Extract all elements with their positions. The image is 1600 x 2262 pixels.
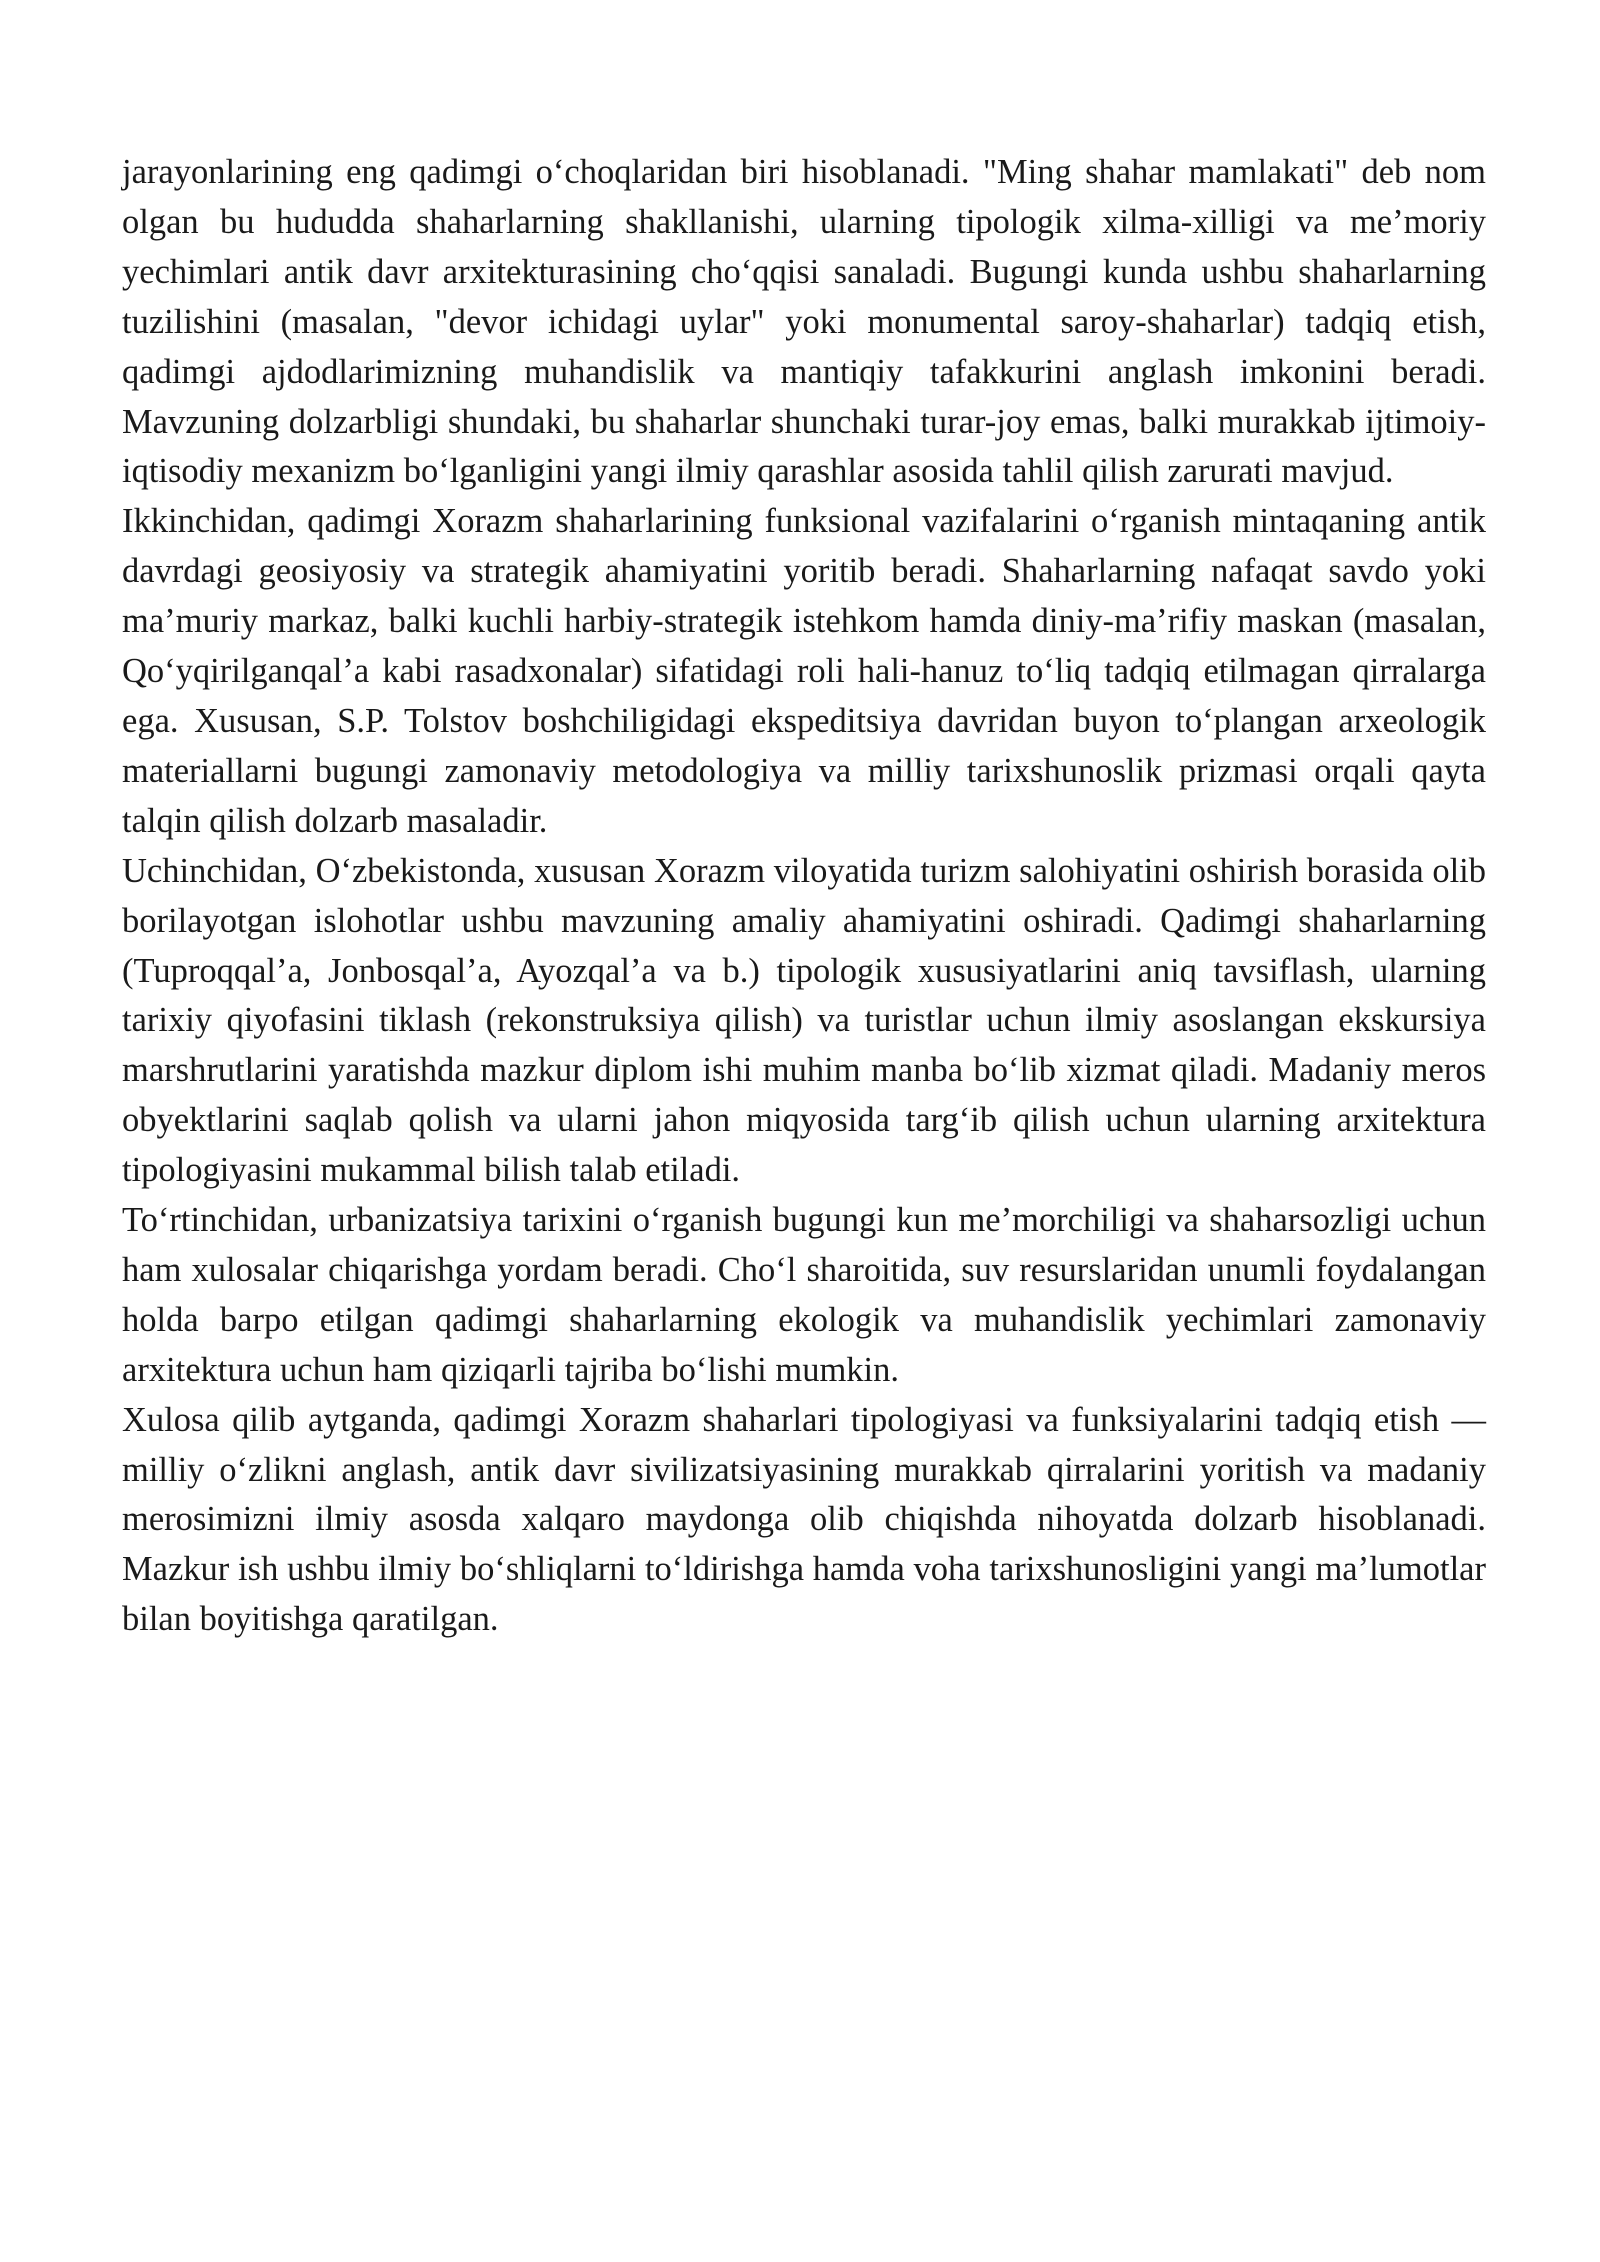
paragraph-third-point: Uchinchidan, O‘zbekistonda, xususan Xorazm viloyatida turizm salohiyatini oshirish borasida olib borilayotgan islohotlar ushbu mavzuning amaliy ahamiyatini oshiradi. Qadimgi shaharlarning (Tuproqqal’a, Jonbosqal’a, Ayozqal’a va b.) tipologik xususiyatlarini aniq tavsiflash, ularning tarixiy qiyofasini tiklash (rekonstruksiya qilish) va turistlar uchun ilmiy asoslangan ekskursiya marshrutlarini yaratishda mazkur diplom ishi muhim manba bo‘lib xizmat qiladi. Madaniy meros obyektlarini saqlab qolish va ularni jahon miqyosida targ‘ib qilish uchun ularning arxitektura tipologiyasini mukammal bilish talab etiladi. <box>122 851 1486 1190</box>
paragraph-second-point: Ikkinchidan, qadimgi Xorazm shaharlarining funksional vazifalarini o‘rganish mintaqaning antik davrdagi geosiyosiy va strategik ahamiyatini yoritib beradi. Shaharlarning nafaqat savdo yoki ma’muriy markaz, balki kuchli harbiy-strategik istehkom hamda diniy-ma’rifiy maskan (masalan, Qo‘yqirilganqal’a kabi rasadxonalar) sifatidagi roli hali-hanuz to‘liq tadqiq etilmagan qirralarga ega. Xususan, S.P. Tolstov boshchiligidagi ekspeditsiya davridan buyon to‘plangan arxeologik materiallarni bugungi zamonaviy metodologiya va milliy tarixshunoslik prizmasi orqali qayta talqin qilish dolzarb masaladir. <box>122 502 1486 840</box>
paragraph-conclusion: Xulosa qilib aytganda, qadimgi Xorazm shaharlari tipologiyasi va funksiyalarini tadqiq etish — milliy o‘zlikni anglash, antik davr sivilizatsiyasining murakkab qirralarini yoritish va madaniy merosimizni ilmiy asosda xalqaro maydonga olib chiqishda nihoyatda dolzarb hisoblanadi. Mazkur ish ushbu ilmiy bo‘shliqlarni to‘ldirishga hamda voha tarixshunosligini yangi ma’lumotlar bilan boyitishga qaratilgan. <box>122 1400 1486 1639</box>
paragraph-fourth-point: To‘rtinchidan, urbanizatsiya tarixini o‘rganish bugungi kun me’morchiligi va shaharsozligi uchun ham xulosalar chiqarishga yordam beradi. Cho‘l sharoitida, suv resurslaridan unumli foydalangan holda barpo etilgan qadimgi shaharlarning ekologik va muhandislik yechimlari zamonaviy arxitektura uchun ham qiziqarli tajriba bo‘lishi mumkin. <box>122 1201 1486 1389</box>
document-body <box>122 148 1486 1645</box>
paragraph-continuation: jarayonlarining eng qadimgi o‘choqlaridan biri hisoblanadi. "Ming shahar mamlakati" deb nom olgan bu hududda shaharlarning shakllanishi, ularning tipologik xilma-xilligi va me’moriy yechimlari antik davr arxitekturasining cho‘qqisi sanaladi. Bugungi kunda ushbu shaharlarning tuzilishini (masalan, "devor ichidagi uylar" yoki monumental saroy-shaharlar) tadqiq etish, qadimgi ajdodlarimizning muhandislik va mantiqiy tafakkurini anglash imkonini beradi. Mavzuning dolzarbligi shundaki, bu shaharlar shunchaki turar-joy emas, balki murakkab ijtimoiy-iqtisodiy mexanizm bo‘lganligini yangi ilmiy qarashlar asosida tahlil qilish zarurati mavjud. <box>122 153 1486 491</box>
